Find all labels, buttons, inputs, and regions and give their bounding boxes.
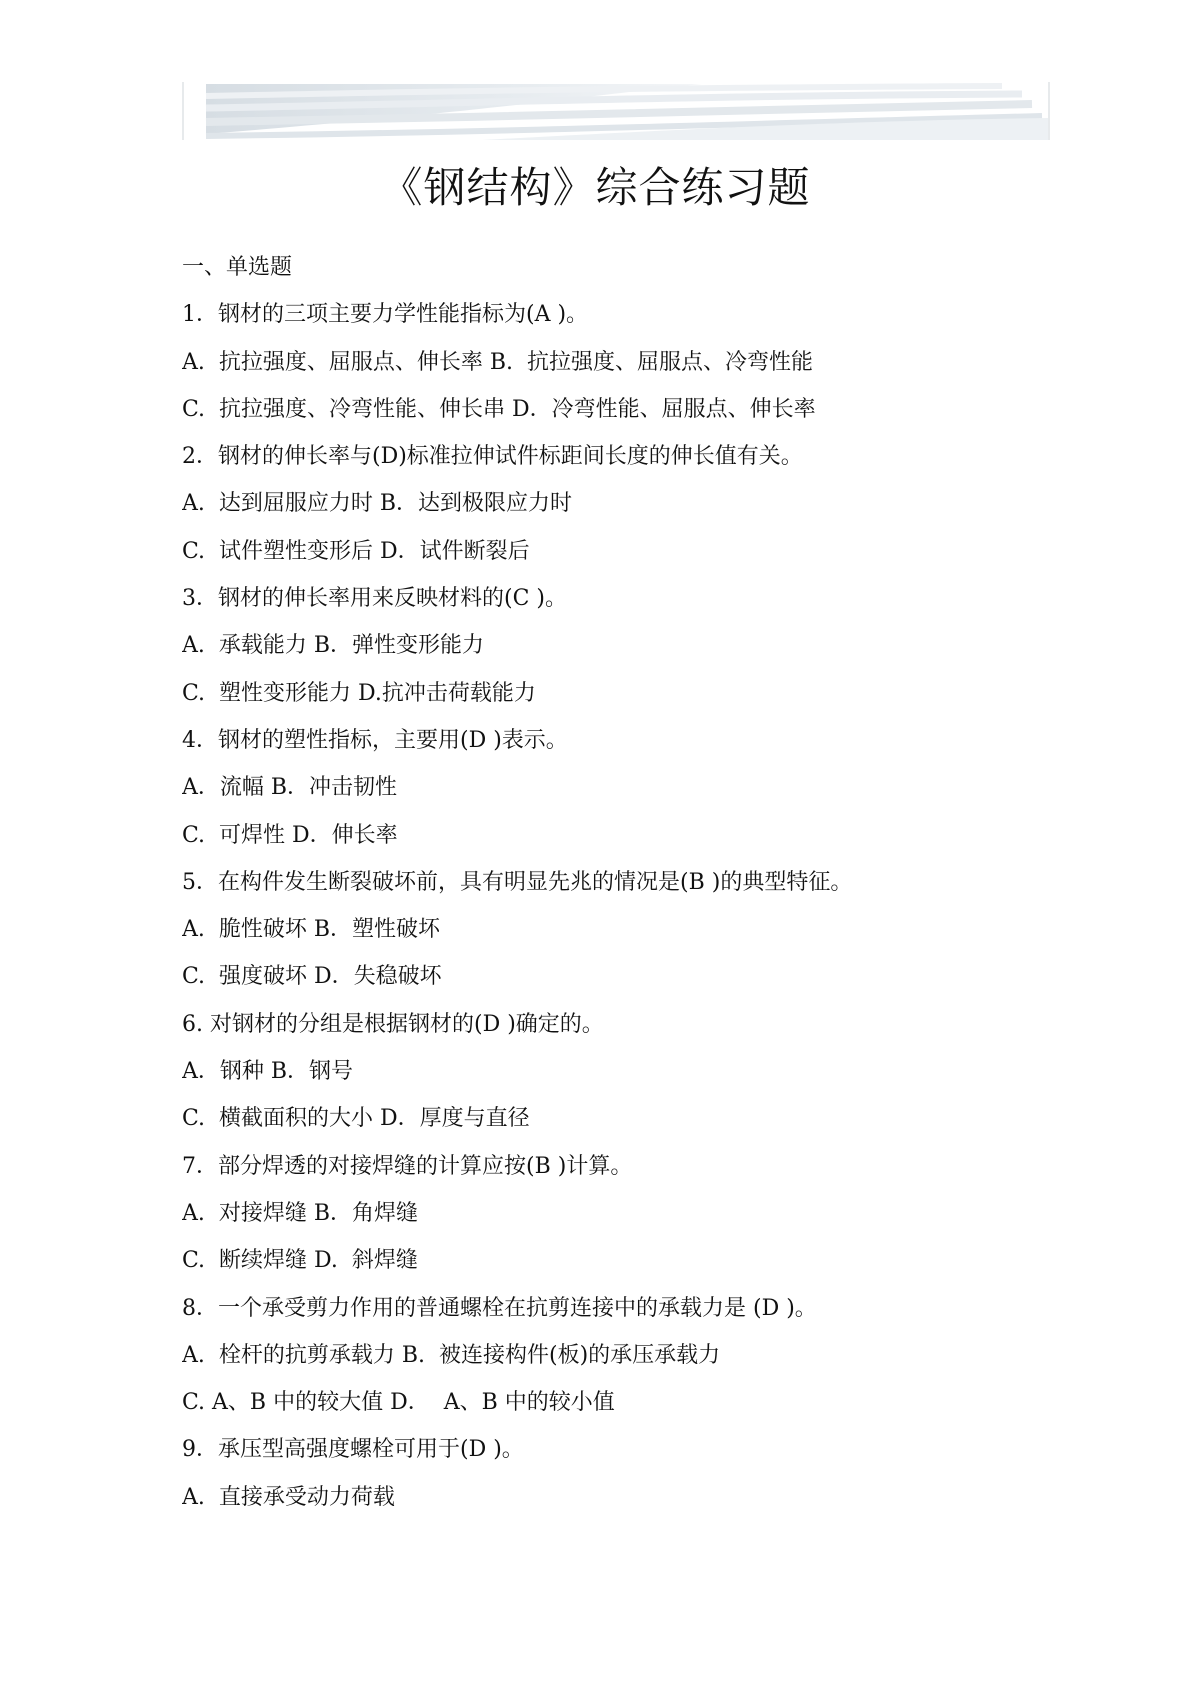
text-line: C. 强度破坏 D．失稳破坏	[182, 964, 442, 990]
text-line: 9．承压型高强度螺栓可用于(D )。	[182, 1437, 524, 1463]
text-line: C. 试件塑性变形后 D．试件断裂后	[182, 538, 530, 564]
document-title: 《钢结构》综合练习题	[380, 163, 811, 212]
text-line: 4．钢材的塑性指标，主要用(D )表示。	[182, 727, 568, 753]
text-line: 7．部分焊透的对接焊缝的计算应按(B )计算。	[182, 1153, 633, 1179]
text-line: C. 可焊性 D．伸长率	[182, 822, 398, 848]
text-line: A. 脆性破坏 B．塑性破坏	[182, 917, 441, 943]
text-line: A. 抗拉强度、屈服点、伸长率 B. 抗拉强度、屈服点、冷弯性能	[182, 349, 814, 375]
text-line: A. 直接承受动力荷载	[182, 1484, 395, 1510]
text-line: A．流幅 B．冲击韧性	[182, 775, 398, 801]
text-line: C. A、B 中的较大值 D． A、B 中的较小值	[182, 1390, 615, 1416]
text-line: 1．钢材的三项主要力学性能指标为(A )。	[182, 302, 589, 328]
text-line: 一、单选题	[182, 255, 293, 280]
text-line: C. 塑性变形能力 D.抗冲击荷载能力	[182, 680, 536, 706]
text-line: A. 达到屈服应力时 B．达到极限应力时	[182, 491, 573, 517]
text-line: C. 横截面积的大小 D．厚度与直径	[182, 1106, 530, 1132]
text-line: A. 承载能力 B．弹性变形能力	[182, 633, 485, 659]
text-line: 5．在构件发生断裂破坏前，具有明显先兆的情况是(B )的典型特征。	[182, 869, 853, 895]
text-line: C. 断续焊缝 D. 斜焊缝	[182, 1248, 418, 1274]
text-line: 8．一个承受剪力作用的普通螺栓在抗剪连接中的承载力是 (D )。	[182, 1295, 817, 1321]
text-line: 6. 对钢材的分组是根据钢材的(D )确定的。	[182, 1011, 604, 1037]
document-body	[182, 244, 1042, 1521]
header-decoration	[182, 82, 1050, 140]
text-line: C. 抗拉强度、冷弯性能、伸长串 D．冷弯性能、屈服点、伸长率	[182, 396, 816, 422]
text-line: A. 栓杆的抗剪承载力 B. 被连接构件(板)的承压承载力	[182, 1342, 721, 1368]
text-line: 2．钢材的伸长率与(D)标准拉伸试件标距间长度的伸长值有关。	[182, 444, 803, 470]
text-line: 3．钢材的伸长率用来反映材料的(C )。	[182, 586, 567, 612]
text-line: A. 对接焊缝 B．角焊缝	[182, 1200, 419, 1226]
text-line: A．钢种 B．钢号	[182, 1059, 354, 1085]
